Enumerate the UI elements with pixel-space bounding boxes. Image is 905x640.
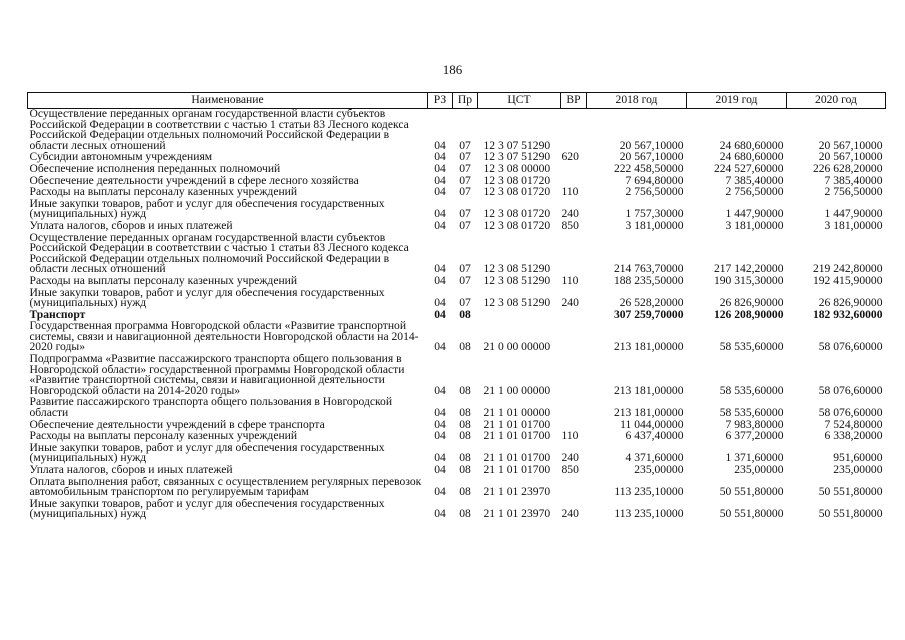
header-2018: 2018 год [587,93,687,109]
cell-vr [561,321,587,354]
cell-cst: 12 3 08 01720 [483,187,551,199]
cell-rz: 04 [434,262,446,276]
cell-2020: 50 551,80000 [818,485,883,499]
cell-cst [478,310,561,322]
cell-vr [561,397,587,419]
table-row [28,321,886,354]
cell-cst: 21 0 00 00000 [483,340,551,354]
cell-rz: 04 [434,220,446,232]
cell-name: Транспорт [29,309,86,321]
cell-2018: 6 437,40000 [625,431,684,443]
table-row [28,221,886,233]
cell-rz: 04 [434,207,446,221]
cell-2019: 58 535,60000 [719,340,784,354]
cell-name: Подпрограмма «Развитие пассажирского транспорта общего пользования в Новгородской области» государственной программы Новгородской области «Развитие транспортной системы, связи и навигационной деятельности Новгородской области на 2014-2020 годы» [29,354,405,397]
table-row [28,276,886,288]
cell-name: Расходы на выплаты персоналу казенных учреждений [29,275,298,287]
cell-name: Иные закупки товаров, работ и услуг для обеспечения государственных (муниципальных) нужд [29,442,385,465]
cell-2020: 235,00000 [833,465,883,476]
cell-name: Государственная программа Новгородской области «Развитие транспортной системы, связи и навигационной деятельности Новгородской области на 2014-2020 годы» [29,321,419,354]
cell-name: Обеспечение деятельности учреждений в сфере транспорта [29,419,325,431]
cell-2020: 20 567,10000 [818,152,883,164]
cell-vr: 850 [561,465,579,476]
cell-rz: 04 [434,419,446,431]
cell-2019: 50 551,80000 [719,485,784,499]
cell-2018: 11 044,00000 [620,419,684,431]
header-rz: РЗ [428,93,453,109]
cell-pr: 07 [459,163,471,175]
cell-name: Иные закупки товаров, работ и услуг для обеспечения государственных (муниципальных) нужд [29,198,385,221]
cell-2020: 219 242,80000 [812,262,883,276]
cell-2018: 113 235,10000 [614,485,684,499]
cell-vr: 240 [561,507,579,521]
cell-cst: 21 1 01 00000 [483,406,551,420]
cell-pr: 07 [459,262,471,276]
cell-2020: 182 932,60000 [812,309,883,321]
cell-pr: 07 [459,152,471,164]
cell-cst: 21 1 00 00000 [483,383,551,397]
header-pr: Пр [453,93,478,109]
cell-vr [561,109,587,153]
cell-rz: 04 [434,383,446,397]
cell-2020: 7 385,40000 [824,175,883,187]
cell-2019: 3 181,00000 [725,220,784,232]
table-row [28,431,886,443]
cell-pr: 07 [459,207,471,221]
cell-pr: 08 [459,406,471,420]
cell-rz: 04 [434,163,446,175]
cell-2019: 224 527,60000 [713,163,784,175]
cell-cst: 12 3 08 51290 [483,275,551,287]
cell-2018: 20 567,10000 [619,138,684,152]
cell-2018: 188 235,50000 [613,275,684,287]
cell-rz: 04 [434,309,446,321]
table-row [28,310,886,322]
cell-vr: 110 [561,431,579,443]
cell-vr: 110 [561,187,579,199]
cell-pr: 08 [459,451,471,465]
cell-cst: 21 1 01 23970 [483,507,551,521]
cell-vr [561,176,587,188]
cell-2020: 3 181,00000 [824,220,883,232]
cell-name: Развитие пассажирского транспорта общего пользования в Новгородской области [29,397,393,420]
table-row [28,354,886,397]
cell-2018: 213 181,00000 [613,340,684,354]
cell-name: Осуществление переданных органам государственной власти субъектов Российской Федерации в соответствии с частью 1 статьи 83 Лесного кодекса Российской Федерации отдельных полномочий Российской Федерации в области лесных отношений [29,232,409,276]
cell-rz: 04 [434,431,446,443]
cell-2019: 235,00000 [734,465,784,476]
cell-rz: 04 [434,340,446,354]
cell-2018: 213 181,00000 [613,406,684,420]
cell-2018: 113 235,10000 [614,507,684,521]
cell-pr: 07 [459,187,471,199]
table-row [28,152,886,164]
table-row [28,465,886,477]
cell-2019: 7 385,40000 [725,175,784,187]
cell-2020: 7 524,80000 [824,419,883,431]
cell-2018: 26 528,20000 [619,296,684,310]
cell-2020: 6 338,20000 [824,431,883,443]
cell-2020: 26 826,90000 [818,296,883,310]
cell-pr: 08 [459,383,471,397]
cell-name: Уплата налогов, сборов и иных платежей [29,465,233,476]
cell-pr: 08 [459,419,471,431]
cell-2020: 226 628,20000 [812,163,883,175]
cell-rz: 04 [434,152,446,164]
cell-2020: 192 415,90000 [812,275,883,287]
cell-2018: 7 694,80000 [625,175,684,187]
cell-rz: 04 [434,507,446,521]
cell-rz: 04 [434,275,446,287]
cell-pr: 07 [459,296,471,310]
cell-pr: 07 [459,175,471,187]
cell-2018: 222 458,50000 [613,163,684,175]
cell-2018: 20 567,10000 [619,152,684,164]
cell-pr: 08 [459,465,471,476]
table-body [28,109,886,521]
cell-2020: 58 076,60000 [818,340,883,354]
cell-pr: 08 [459,485,471,499]
cell-cst: 12 3 08 01720 [483,207,551,221]
cell-vr [561,477,587,499]
header-cst: ЦСТ [478,93,561,109]
cell-pr: 07 [459,138,471,152]
cell-name: Обеспечение деятельности учреждений в сфере лесного хозяйства [29,175,359,187]
cell-rz: 04 [434,406,446,420]
cell-name: Уплата налогов, сборов и иных платежей [29,220,233,232]
table-row [28,288,886,310]
cell-vr [561,354,587,397]
cell-2019: 7 983,80000 [725,419,784,431]
cell-2018: 213 181,00000 [613,383,684,397]
table-row [28,499,886,521]
table-row [28,176,886,188]
cell-rz: 04 [434,175,446,187]
cell-2018: 214 763,70000 [613,262,684,276]
header-name: Наименование [28,93,428,109]
page-number: 186 [442,62,463,77]
cell-2019: 58 535,60000 [719,406,784,420]
cell-vr [561,310,587,322]
cell-name: Иные закупки товаров, работ и услуг для обеспечения государственных (муниципальных) нужд [29,287,385,310]
cell-cst: 12 3 08 01720 [483,175,551,187]
cell-cst: 12 3 08 51290 [483,262,551,276]
cell-pr: 07 [459,220,471,232]
table-row [28,187,886,199]
cell-2020: 1 447,90000 [824,207,883,221]
cell-name: Оплата выполнения работ, связанных с осуществлением регулярных перевозок автомобильным транспортом по регулируемым тарифам [29,476,422,499]
cell-2020: 20 567,10000 [818,138,883,152]
cell-2020: 951,60000 [833,451,883,465]
table-row [28,397,886,419]
header-vr: ВР [561,93,587,109]
cell-2018: 307 259,70000 [613,309,684,321]
cell-cst: 12 3 07 51290 [483,138,551,152]
cell-rz: 04 [434,451,446,465]
table-row [28,233,886,276]
cell-2019: 2 756,50000 [725,187,784,199]
table-row [28,477,886,499]
cell-vr [561,164,587,176]
cell-name: Иные закупки товаров, работ и услуг для обеспечения государственных (муниципальных) нужд [29,498,385,521]
cell-cst: 12 3 08 01720 [483,220,551,232]
cell-vr: 110 [561,275,579,287]
cell-name: Расходы на выплаты персоналу казенных учреждений [29,431,298,443]
cell-2019: 126 208,90000 [713,309,784,321]
cell-2019: 58 535,60000 [719,383,784,397]
cell-2019: 217 142,20000 [713,262,784,276]
cell-pr: 07 [459,275,471,287]
cell-pr: 08 [459,309,471,321]
header-2019: 2019 год [687,93,787,109]
cell-vr: 850 [561,220,579,232]
cell-2020: 58 076,60000 [818,406,883,420]
cell-2019: 1 371,60000 [725,451,784,465]
cell-2019: 1 447,90000 [725,207,784,221]
cell-cst: 21 1 01 01700 [483,431,551,443]
cell-rz: 04 [434,465,446,476]
table-row [28,109,886,153]
cell-vr [561,420,587,432]
cell-cst: 21 1 01 01700 [483,451,551,465]
cell-name: Расходы на выплаты персоналу казенных учреждений [29,187,298,199]
cell-2019: 24 680,60000 [719,138,784,152]
cell-name: Обеспечение исполнения переданных полномочий [29,163,281,175]
cell-vr [561,233,587,276]
cell-2020: 2 756,50000 [824,187,883,199]
cell-2018: 3 181,00000 [625,220,684,232]
cell-cst: 12 3 08 00000 [483,163,551,175]
cell-2018: 4 371,60000 [625,451,684,465]
table-header [28,93,886,109]
cell-2019: 50 551,80000 [719,507,784,521]
cell-pr: 08 [459,340,471,354]
cell-2020: 58 076,60000 [818,383,883,397]
cell-pr: 08 [459,507,471,521]
cell-rz: 04 [434,485,446,499]
cell-2019: 26 826,90000 [719,296,784,310]
cell-name: Осуществление переданных органам государственной власти субъектов Российской Федерации в соответствии с частью 1 статьи 83 Лесного кодекса Российской Федерации отдельных полномочий Российской Федерации в области лесных отношений [29,108,409,152]
budget-table [27,92,886,521]
table-row [28,443,886,465]
cell-2018: 1 757,30000 [625,207,684,221]
cell-rz: 04 [434,296,446,310]
cell-vr: 240 [561,296,579,310]
table-row [28,199,886,221]
cell-vr: 240 [561,451,579,465]
header-2020: 2020 год [787,93,886,109]
cell-2019: 190 315,30000 [713,275,784,287]
cell-name: Субсидии автономным учреждениям [29,152,213,164]
cell-pr: 08 [459,431,471,443]
table-row [28,420,886,432]
cell-2018: 235,00000 [634,465,684,476]
cell-vr: 240 [561,207,579,221]
cell-2020: 50 551,80000 [818,507,883,521]
cell-2019: 24 680,60000 [719,152,784,164]
cell-2019: 6 377,20000 [725,431,784,443]
table-row [28,164,886,176]
cell-rz: 04 [434,138,446,152]
cell-cst: 21 1 01 01700 [483,419,551,431]
cell-cst: 21 1 01 01700 [483,465,551,476]
cell-vr: 620 [561,152,579,164]
cell-rz: 04 [434,187,446,199]
cell-cst: 12 3 07 51290 [483,152,551,164]
cell-cst: 21 1 01 23970 [483,485,551,499]
cell-cst: 12 3 08 51290 [483,296,551,310]
cell-2018: 2 756,50000 [625,187,684,199]
